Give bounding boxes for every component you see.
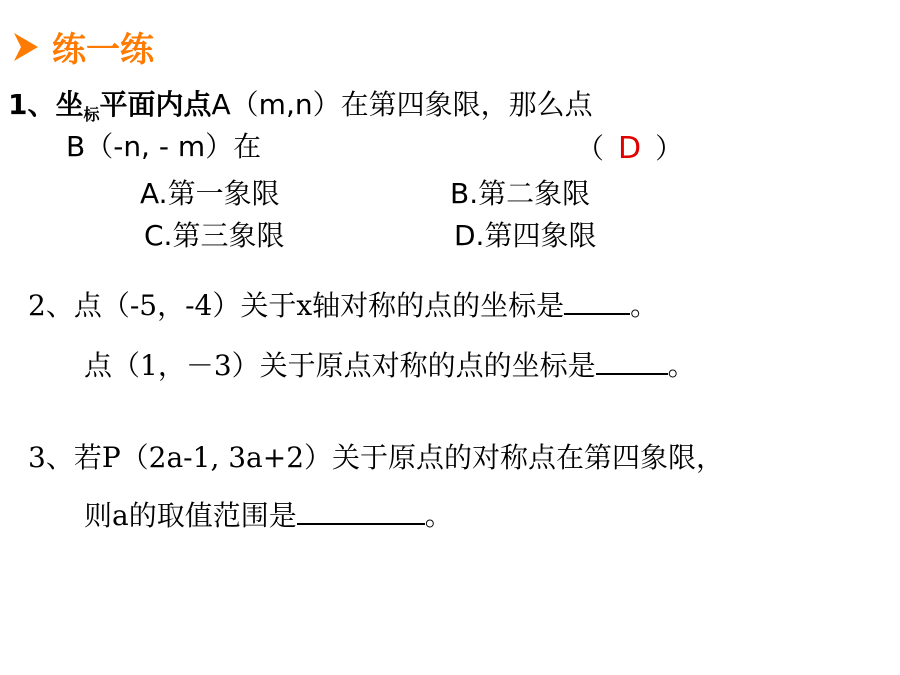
q1-prefix-b: 平面内点 [99,88,212,121]
option-c: C.第三象限 [144,219,285,252]
answer-slot [576,132,683,166]
q1-prefix-a: 坐 [55,88,84,121]
q3-line2-end: 。 [424,499,453,532]
q1-line2: B（-n, - m）在 [66,130,262,163]
paren-open: （ [576,132,605,165]
question-1-line-2 [66,130,261,164]
question-2-line-2 [84,344,696,384]
question-3-line-2 [84,494,453,534]
q2-line1-text: 2、点（-5，-4）关于x轴对称的点的坐标是 [28,289,565,322]
q1-statement: A（m,n）在第四象限，那么点 [211,88,593,121]
option-d: D.第四象限 [454,219,597,252]
arrow-icon [14,33,38,61]
answer-text: D [618,131,642,166]
answer-blank-2 [596,355,668,375]
q2-line2-end: 。 [667,349,696,382]
paren-close: ） [655,132,684,165]
q2-line1-end: 。 [630,289,659,322]
slide-title [14,22,154,71]
answer-blank-3 [297,505,425,525]
question-1-line-1 [8,88,593,132]
q1-prefix-sub: 标 [83,105,100,124]
option-b: B.第二象限 [450,177,591,210]
option-a: A.第一象限 [140,177,280,210]
question-2-line-1 [28,284,658,324]
q2-line2-text: 点（1，－3）关于原点对称的点的坐标是 [84,349,596,382]
q3-line2-text: 则a的取值范围是 [84,499,297,532]
title-text: 练一练 [52,30,154,70]
q1-number: 1、 [8,88,56,121]
answer-blank-1 [564,295,630,315]
question-3-line-1: 3、若P（2a-1, 3a+2）关于原点的对称点在第四象限， [28,441,725,474]
